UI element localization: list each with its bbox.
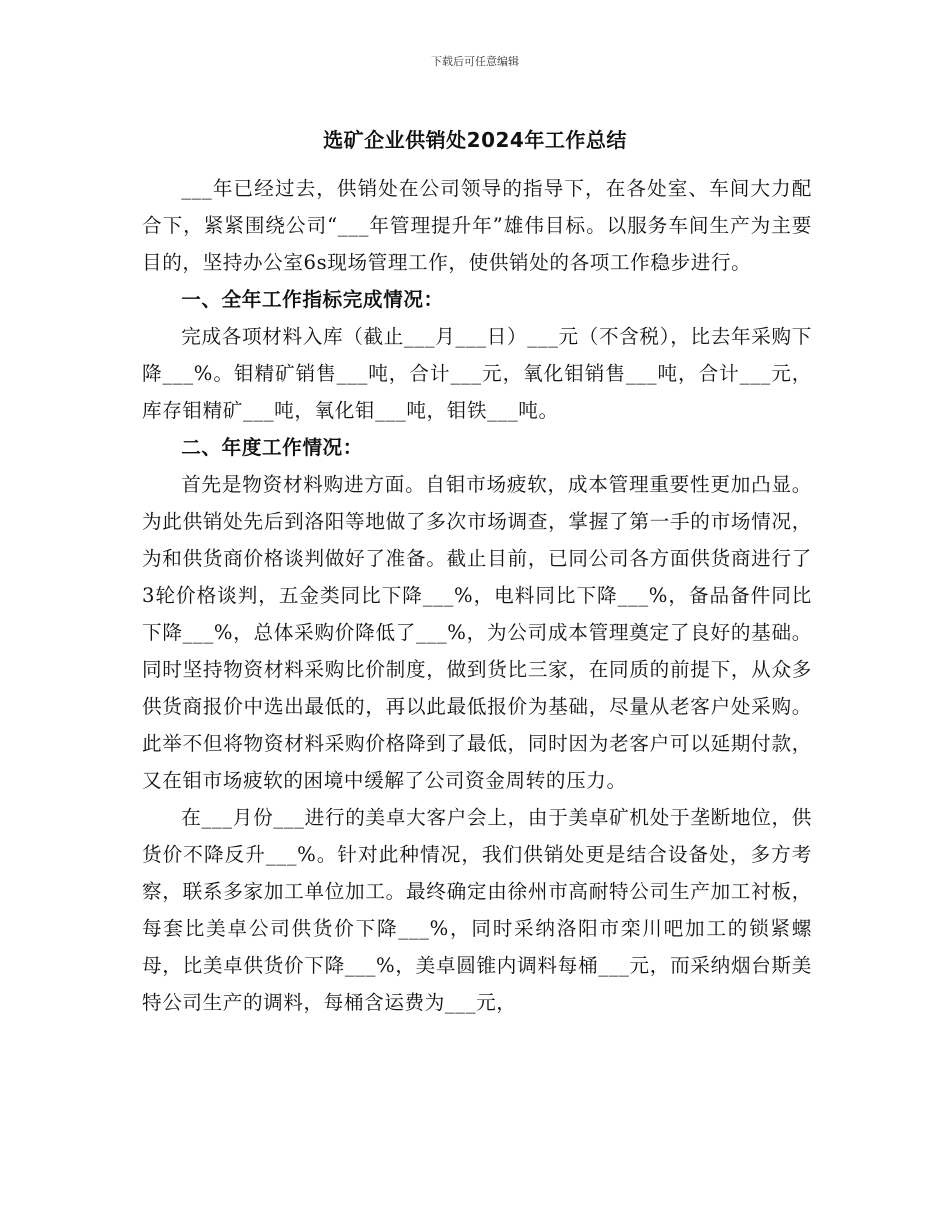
- paragraph-intro: ___年已经过去，供销处在公司领导的指导下，在各处室、车间大力配合下，紧紧围绕公司“___年管理提升年”雄伟目标。以服务车间生产为主要目的，坚持办公室6s现场管理工作，使供销处的各项工作稳步进行。: [142, 177, 812, 274]
- section-heading-2: 二、年度工作情况：: [181, 436, 363, 459]
- paragraph-indicators: 完成各项材料入库（截止___月___日）___元（不含税），比去年采购下降___%。钼精矿销售___吨，合计___元，氧化钼销售___吨，合计___元，库存钼精矿___吨，氧化钼___吨，钼铁___吨。: [142, 325, 812, 422]
- document-title: 选矿企业供销处2024年工作总结: [323, 128, 627, 152]
- paragraph-procurement: 首先是物资材料购进方面。自钼市场疲软，成本管理重要性更加凸显。为此供销处先后到洛阳等地做了多次市场调查，掌握了第一手的市场情况，为和供货商价格谈判做好了准备。截止目前，已同公司各方面供货商进行了3轮价格谈判，五金类同比下降___%，电料同比下降___%，备品备件同比下降___%，总体采购价降低了___%，为公司成本管理奠定了良好的基础。同时坚持物资材料采购比价制度，做到货比三家，在同质的前提下，从众多供货商报价中选出最低的，再以此最低报价为基础，尽量从老客户处采购。此举不但将物资材料采购价格降到了最低，同时因为老客户可以延期付款，又在钼市场疲软的困境中缓解了公司资金周转的压力。: [142, 473, 812, 792]
- section-heading-1: 一、全年工作指标完成情况：: [181, 288, 444, 311]
- document-body: [142, 170, 812, 1021]
- header-note: 下载后可任意编辑: [431, 55, 519, 68]
- paragraph-metso: 在___月份___进行的美卓大客户会上，由于美卓矿机处于垄断地位，供货价不降反升___%。针对此种情况，我们供销处更是结合设备处，多方考察，联系多家加工单位加工。最终确定由徐州市高耐特公司生产加工衬板，每套比美卓公司供货价下降___%，同时采纳洛阳市栾川吧加工的锁紧螺母，比美卓供货价下降___%，美卓圆锥内调料每桶___元，而采纳烟台斯美特公司生产的调料，每桶含运费为___元，: [142, 806, 812, 1014]
